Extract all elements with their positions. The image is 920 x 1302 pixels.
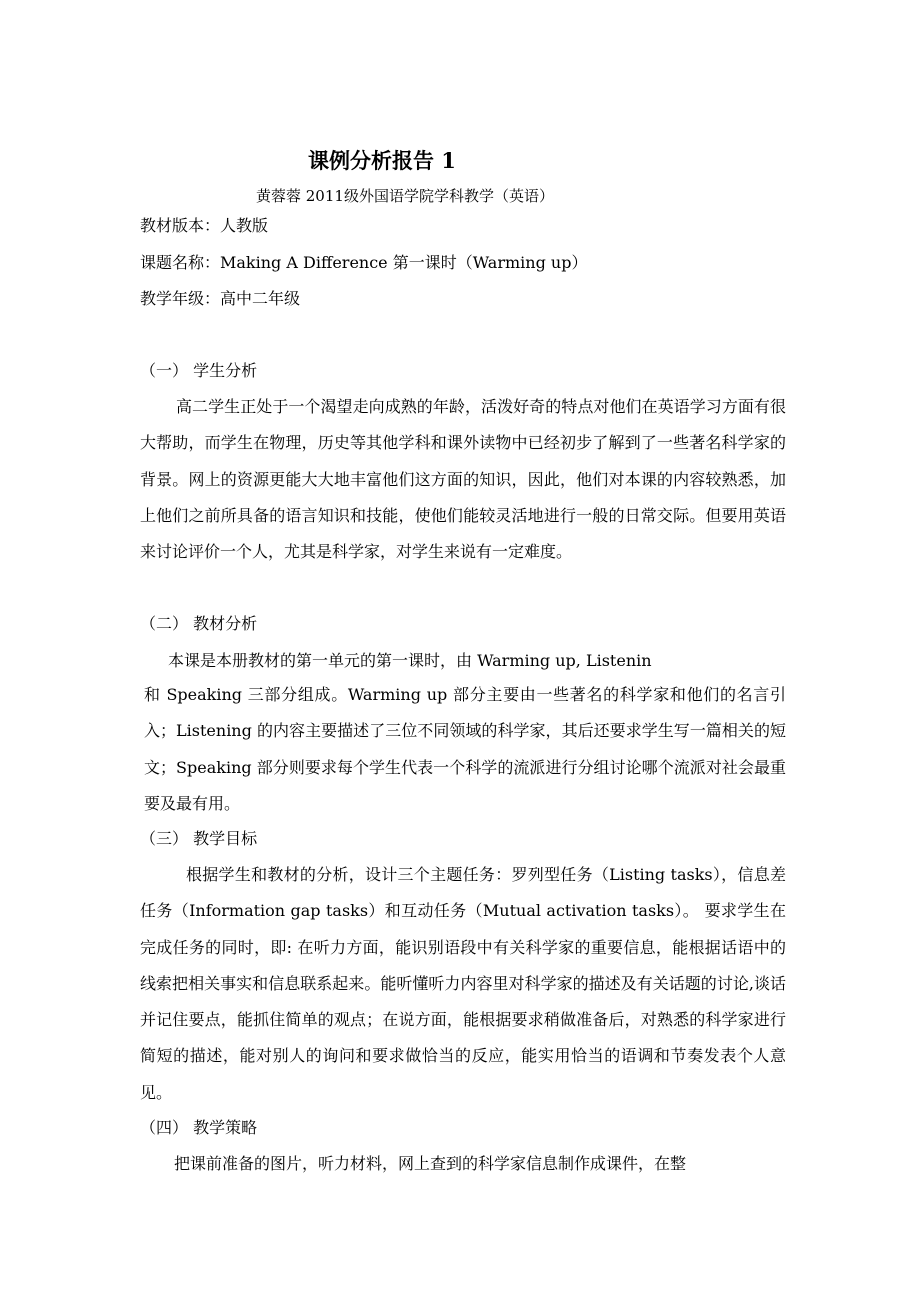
section-heading-teaching-strategy: （四） 教学策略 — [140, 1118, 258, 1137]
document-title: 课例分析报告 1 — [308, 148, 456, 173]
lesson-name: 课题名称：Making A Difference 第一课时（Warming up） — [140, 253, 588, 272]
section-body-teaching-objectives: 根据学生和教材的分析，设计三个主题任务：罗列型任务（Listing tasks），信息差任务（Information gap tasks）和互动任务（Mutual activation tasks）。 要求学生在完成任务的同时，即: 在听力方面，能识别语段中有关科学家的重要信息，能根据话语中的线索把相关事实和信息联系起来。能听懂听力内容里对科学家的描述及有关话题的讨论,谈话并记住要点，能抓住简单的观点；在说方面，能根据要求稍做准备后，对熟悉的科学家进行简短的描述，能对别人的询问和要求做恰当的反应，能实用恰当的语调和节奏发表个人意见。 — [140, 865, 786, 1102]
textbook-version: 教材版本：人教版 — [140, 216, 269, 235]
grade: 教学年级：高中二年级 — [140, 289, 301, 308]
section-body-textbook-analysis: 和 Speaking 三部分组成。Warming up 部分主要由一些著名的科学家和他们的名言引入；Listening 的内容主要描述了三位不同领域的科学家，其后还要求学生写一篇相关的短文；Speaking 部分则要求每个学生代表一个科学的流派进行分组讨论哪个流派对社会最重要及最有用。 — [144, 685, 786, 813]
section-body-teaching-strategy: 把课前准备的图片，听力材料，网上查到的科学家信息制作成课件，在整 — [174, 1154, 687, 1173]
section-heading-student-analysis: （一） 学生分析 — [140, 361, 258, 380]
author-line: 黄蓉蓉 2011级外国语学院学科教学（英语） — [256, 187, 554, 205]
section-body-student-analysis: 高二学生正处于一个渴望走向成熟的年龄，活泼好奇的特点对他们在英语学习方面有很大帮助，而学生在物理，历史等其他学科和课外读物中已经初步了解到了一些著名科学家的背景。网上的资源更能大大地丰富他们这方面的知识，因此，他们对本课的内容较熟悉，加上他们之前所具备的语言知识和技能，使他们能较灵活地进行一般的日常交际。但要用英语来讨论评价一个人，尤其是科学家，对学生来说有一定难度。 — [140, 397, 786, 562]
section-body-first-line-textbook-analysis: 本课是本册教材的第一单元的第一课时，由 Warming up, Listenin — [168, 651, 652, 670]
section-heading-teaching-objectives: （三） 教学目标 — [140, 829, 258, 848]
section-heading-textbook-analysis: （二） 教材分析 — [140, 614, 258, 633]
